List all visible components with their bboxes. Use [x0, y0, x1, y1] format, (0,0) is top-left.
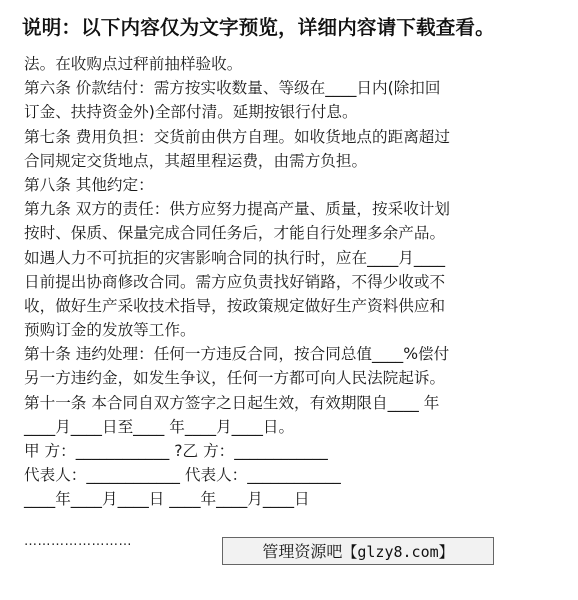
- text-line: 收，做好生产采收技术指导，按政策规定做好生产资料供应和: [24, 296, 446, 315]
- text-line: 第十条 违约处理：任何一方违反合同，按合同总值____%偿付: [24, 345, 450, 364]
- text-line: 第八条 其他约定：: [24, 175, 154, 194]
- text-line: 按时、保质、保量完成合同任务后，才能自行处理多余产品。: [24, 224, 446, 243]
- text-line: ____月____日至____ 年____月____日。: [24, 417, 295, 436]
- brand-url[interactable]: 【glzy8.com】: [342, 543, 454, 561]
- text-line: 甲 方：____________ ?乙 方：____________: [24, 442, 328, 460]
- text-line: 如遇人力不可抗拒的灾害影响合同的执行时，应在____月____: [24, 248, 446, 267]
- text-line: 另一方违约金，如发生争议，任何一方都可向人民法院起诉。: [24, 369, 446, 388]
- text-line: 合同规定交货地点，其超里程运费，由需方负担。: [24, 151, 368, 170]
- preview-notice: 说明：以下内容仅为文字预览，详细内容请下载查看。: [22, 16, 495, 39]
- text-line: 法。在收购点过秤前抽样验收。: [24, 55, 243, 73]
- text-line: 代表人：____________ 代表人：____________: [24, 466, 341, 485]
- text-line: 第十一条 本合同自双方签字之日起生效，有效期限自____ 年: [24, 393, 440, 412]
- ellipsis-dots: ……………………: [24, 534, 132, 549]
- contract-text: [24, 52, 564, 512]
- text-line: 预购订金的发放等工作。: [24, 321, 196, 340]
- brand-name: 管理资源吧: [262, 542, 343, 561]
- text-line: ____年____月____日 ____年____月____日: [24, 490, 310, 509]
- text-line: 第六条 价款结付：需方按实收数量、等级在____日内(除扣回: [24, 79, 441, 98]
- text-line: 日前提出协商修改合同。需方应负责找好销路，不得少收或不: [24, 272, 446, 291]
- text-line: 订金、扶持资金外)全部付清。延期按银行付息。: [24, 103, 358, 122]
- text-line: 第九条 双方的责任：供方应努力提高产量、质量，按采收计划: [24, 200, 450, 219]
- brand-banner[interactable]: [222, 537, 494, 565]
- text-line: 第七条 费用负担：交货前由供方自理。如收货地点的距离超过: [24, 127, 450, 146]
